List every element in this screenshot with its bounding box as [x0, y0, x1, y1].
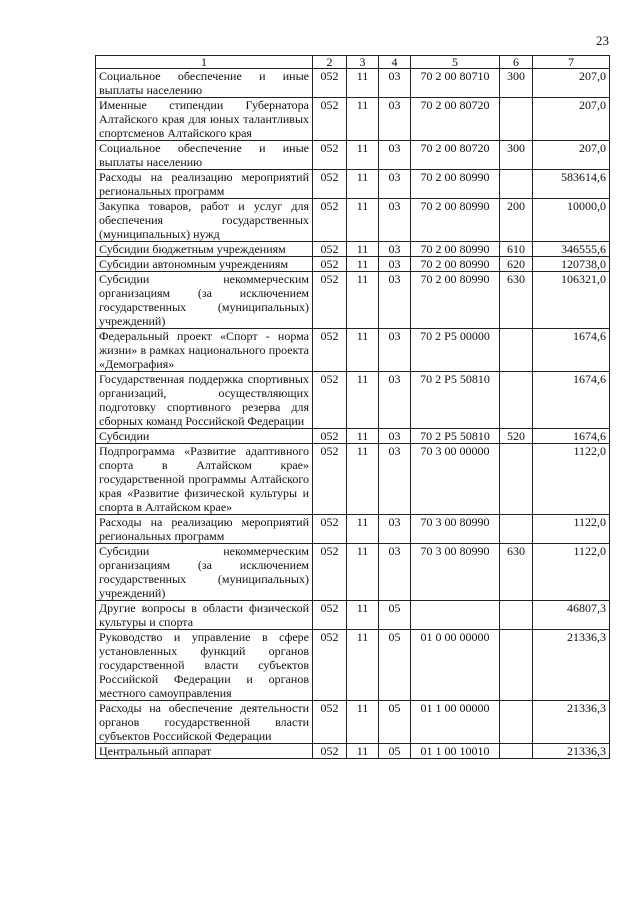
ministry-code-cell: 052 — [313, 444, 347, 515]
section-code-cell: 11 — [347, 429, 379, 444]
column-header: 7 — [533, 56, 610, 69]
amount-cell: 346555,6 — [533, 242, 610, 257]
row-name-cell: Субсидии бюджетным учреждениям — [96, 242, 313, 257]
row-name-cell: Расходы на реализацию мероприятий региональных программ — [96, 170, 313, 199]
row-name-cell: Расходы на реализацию мероприятий региональных программ — [96, 515, 313, 544]
subsection-code-cell: 03 — [379, 329, 411, 372]
subsection-code-cell: 03 — [379, 199, 411, 242]
section-code-cell: 11 — [347, 515, 379, 544]
row-name-cell: Подпрограмма «Развитие адаптивного спорта в Алтайском крае» государственной программы Алтайского края «Развитие физической культуры и спорта в Алтайском крае» — [96, 444, 313, 515]
section-code-cell: 11 — [347, 329, 379, 372]
section-code-cell: 11 — [347, 98, 379, 141]
row-name-cell: Другие вопросы в области физической культуры и спорта — [96, 601, 313, 630]
table-row — [96, 98, 610, 141]
table-row — [96, 630, 610, 701]
column-header: 1 — [96, 56, 313, 69]
expense-type-cell: 620 — [500, 257, 533, 272]
amount-cell: 207,0 — [533, 98, 610, 141]
amount-cell: 1674,6 — [533, 372, 610, 429]
subsection-code-cell: 03 — [379, 69, 411, 98]
section-code-cell: 11 — [347, 141, 379, 170]
ministry-code-cell: 052 — [313, 544, 347, 601]
column-header: 4 — [379, 56, 411, 69]
section-code-cell: 11 — [347, 257, 379, 272]
table-row — [96, 272, 610, 329]
table-row — [96, 242, 610, 257]
column-header: 2 — [313, 56, 347, 69]
expense-type-cell — [500, 444, 533, 515]
subsection-code-cell: 03 — [379, 141, 411, 170]
subsection-code-cell: 03 — [379, 98, 411, 141]
table-row — [96, 515, 610, 544]
section-code-cell: 11 — [347, 199, 379, 242]
target-item-cell: 70 3 00 80990 — [411, 544, 500, 601]
ministry-code-cell: 052 — [313, 630, 347, 701]
target-item-cell: 70 2 00 80990 — [411, 170, 500, 199]
table-row — [96, 257, 610, 272]
ministry-code-cell: 052 — [313, 170, 347, 199]
row-name-cell: Руководство и управление в сфере установленных функций органов государственной власти субъектов Российской Федерации и органов местного самоуправления — [96, 630, 313, 701]
table-row — [96, 372, 610, 429]
target-item-cell: 70 2 P5 50810 — [411, 429, 500, 444]
target-item-cell: 70 3 00 80990 — [411, 515, 500, 544]
target-item-cell: 70 2 00 80720 — [411, 141, 500, 170]
subsection-code-cell: 05 — [379, 630, 411, 701]
expense-type-cell: 610 — [500, 242, 533, 257]
ministry-code-cell: 052 — [313, 98, 347, 141]
section-code-cell: 11 — [347, 444, 379, 515]
amount-cell: 1122,0 — [533, 544, 610, 601]
section-code-cell: 11 — [347, 170, 379, 199]
ministry-code-cell: 052 — [313, 701, 347, 744]
ministry-code-cell: 052 — [313, 257, 347, 272]
table-row — [96, 429, 610, 444]
amount-cell: 106321,0 — [533, 272, 610, 329]
subsection-code-cell: 03 — [379, 444, 411, 515]
subsection-code-cell: 03 — [379, 544, 411, 601]
target-item-cell: 70 2 P5 50810 — [411, 372, 500, 429]
amount-cell: 207,0 — [533, 141, 610, 170]
amount-cell: 46807,3 — [533, 601, 610, 630]
row-name-cell: Закупка товаров, работ и услуг для обеспечения государственных (муниципальных) нужд — [96, 199, 313, 242]
ministry-code-cell: 052 — [313, 601, 347, 630]
row-name-cell: Именные стипендии Губернатора Алтайского края для юных талантливых спортсменов Алтайского края — [96, 98, 313, 141]
subsection-code-cell: 05 — [379, 701, 411, 744]
table-body — [96, 69, 610, 759]
amount-cell: 1122,0 — [533, 444, 610, 515]
ministry-code-cell: 052 — [313, 199, 347, 242]
amount-cell: 1674,6 — [533, 429, 610, 444]
expense-type-cell — [500, 630, 533, 701]
ministry-code-cell: 052 — [313, 272, 347, 329]
target-item-cell: 70 2 00 80710 — [411, 69, 500, 98]
target-item-cell: 70 2 00 80720 — [411, 98, 500, 141]
section-code-cell: 11 — [347, 701, 379, 744]
expense-type-cell — [500, 515, 533, 544]
row-name-cell: Социальное обеспечение и иные выплаты населению — [96, 141, 313, 170]
expense-type-cell — [500, 372, 533, 429]
expense-type-cell — [500, 701, 533, 744]
expense-type-cell — [500, 170, 533, 199]
target-item-cell: 70 2 00 80990 — [411, 257, 500, 272]
row-name-cell: Социальное обеспечение и иные выплаты населению — [96, 69, 313, 98]
subsection-code-cell: 05 — [379, 601, 411, 630]
expense-type-cell: 520 — [500, 429, 533, 444]
page-number: 23 — [596, 33, 609, 48]
ministry-code-cell: 052 — [313, 141, 347, 170]
table-row — [96, 601, 610, 630]
target-item-cell — [411, 601, 500, 630]
expense-type-cell: 200 — [500, 199, 533, 242]
target-item-cell: 01 1 00 00000 — [411, 701, 500, 744]
table-row — [96, 329, 610, 372]
row-name-cell: Субсидии некоммерческим организациям (за исключением государственных (муниципальных) учреждений) — [96, 272, 313, 329]
expense-type-cell — [500, 329, 533, 372]
table-row — [96, 141, 610, 170]
amount-cell: 21336,3 — [533, 744, 610, 759]
ministry-code-cell: 052 — [313, 429, 347, 444]
row-name-cell: Расходы на обеспечение деятельности органов государственной власти субъектов Российской Федерации — [96, 701, 313, 744]
target-item-cell: 70 2 P5 00000 — [411, 329, 500, 372]
table-row — [96, 544, 610, 601]
table-row — [96, 444, 610, 515]
subsection-code-cell: 03 — [379, 372, 411, 429]
expense-type-cell — [500, 744, 533, 759]
expense-type-cell — [500, 601, 533, 630]
ministry-code-cell: 052 — [313, 515, 347, 544]
section-code-cell: 11 — [347, 544, 379, 601]
section-code-cell: 11 — [347, 242, 379, 257]
expense-type-cell: 630 — [500, 272, 533, 329]
ministry-code-cell: 052 — [313, 372, 347, 429]
ministry-code-cell: 052 — [313, 242, 347, 257]
amount-cell: 10000,0 — [533, 199, 610, 242]
expense-type-cell: 630 — [500, 544, 533, 601]
target-item-cell: 01 0 00 00000 — [411, 630, 500, 701]
section-code-cell: 11 — [347, 272, 379, 329]
budget-table — [95, 55, 610, 759]
section-code-cell: 11 — [347, 601, 379, 630]
section-code-cell: 11 — [347, 372, 379, 429]
table-row — [96, 701, 610, 744]
row-name-cell: Государственная поддержка спортивных организаций, осуществляющих подготовку спортивного резерва для сборных команд Российской Федерации — [96, 372, 313, 429]
amount-cell: 21336,3 — [533, 701, 610, 744]
target-item-cell: 01 1 00 10010 — [411, 744, 500, 759]
subsection-code-cell: 05 — [379, 744, 411, 759]
row-name-cell: Центральный аппарат — [96, 744, 313, 759]
row-name-cell: Федеральный проект «Спорт - норма жизни» в рамках национального проекта «Демография» — [96, 329, 313, 372]
amount-cell: 583614,6 — [533, 170, 610, 199]
row-name-cell: Субсидии некоммерческим организациям (за исключением государственных (муниципальных) учреждений) — [96, 544, 313, 601]
table-row — [96, 170, 610, 199]
subsection-code-cell: 03 — [379, 170, 411, 199]
expense-type-cell: 300 — [500, 141, 533, 170]
ministry-code-cell: 052 — [313, 69, 347, 98]
subsection-code-cell: 03 — [379, 257, 411, 272]
table-row — [96, 69, 610, 98]
row-name-cell: Субсидии автономным учреждениям — [96, 257, 313, 272]
ministry-code-cell: 052 — [313, 329, 347, 372]
target-item-cell: 70 2 00 80990 — [411, 242, 500, 257]
amount-cell: 1122,0 — [533, 515, 610, 544]
amount-cell: 21336,3 — [533, 630, 610, 701]
section-code-cell: 11 — [347, 630, 379, 701]
column-header: 5 — [411, 56, 500, 69]
table-row — [96, 744, 610, 759]
amount-cell: 207,0 — [533, 69, 610, 98]
target-item-cell: 70 2 00 80990 — [411, 272, 500, 329]
amount-cell: 120738,0 — [533, 257, 610, 272]
expense-type-cell — [500, 98, 533, 141]
column-header: 3 — [347, 56, 379, 69]
target-item-cell: 70 3 00 00000 — [411, 444, 500, 515]
expense-type-cell: 300 — [500, 69, 533, 98]
subsection-code-cell: 03 — [379, 515, 411, 544]
amount-cell: 1674,6 — [533, 329, 610, 372]
subsection-code-cell: 03 — [379, 429, 411, 444]
subsection-code-cell: 03 — [379, 242, 411, 257]
ministry-code-cell: 052 — [313, 744, 347, 759]
header-row — [96, 56, 610, 69]
target-item-cell: 70 2 00 80990 — [411, 199, 500, 242]
subsection-code-cell: 03 — [379, 272, 411, 329]
section-code-cell: 11 — [347, 744, 379, 759]
table-row — [96, 199, 610, 242]
row-name-cell: Субсидии — [96, 429, 313, 444]
column-header: 6 — [500, 56, 533, 69]
section-code-cell: 11 — [347, 69, 379, 98]
